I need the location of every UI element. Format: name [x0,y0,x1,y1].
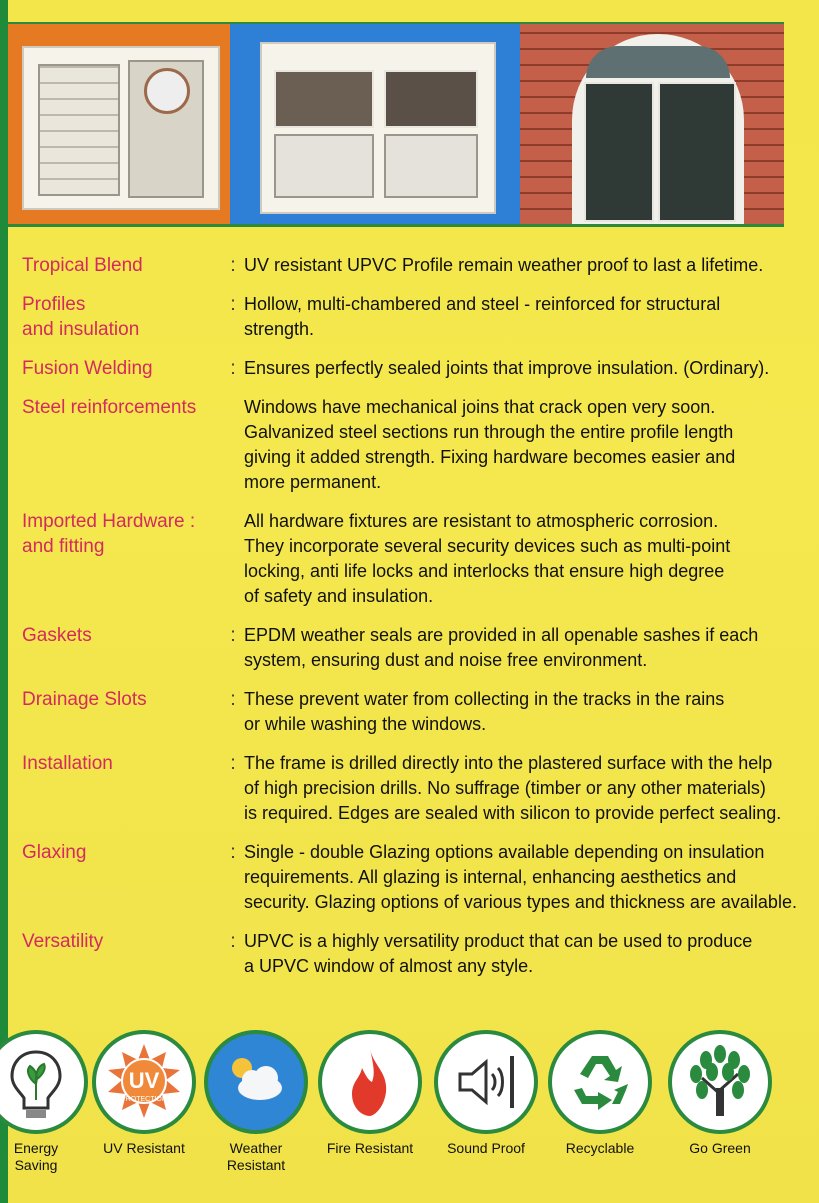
feature-description: Hollow, multi-chambered and steel - reinforced for structural strength. [244,294,721,339]
feature-label: Profiles and insulation [22,294,140,340]
lower-panel-left [274,134,374,198]
photo-arched-window [520,24,784,224]
feature-description: EPDM weather seals are provided in all openable sashes if each system, ensuring dust and noise free environment. [244,625,759,670]
feature-label: Glaxing [22,842,87,863]
feature-colon: : [230,689,236,710]
flame-icon [318,1030,422,1134]
louver-pane [38,64,120,196]
feature-colon: : [230,255,236,276]
recycle-icon [548,1030,652,1134]
uv-badge-subtext: PROTECTION [121,1096,167,1103]
brochure-page [8,0,819,1203]
feature-colon: : [230,842,236,863]
feature-label: Gaskets [22,625,92,646]
benefit-label: Weather Resistant [226,1140,286,1173]
benefit-energy-saving [0,1030,92,1174]
feature-description: These prevent water from collecting in the tracks in the rains or while washing the windows. [244,689,725,734]
arched-glass-left [584,82,654,222]
photo-sliding-window [230,24,520,224]
window-glass-left [274,70,374,128]
feature-description: UPVC is a highly versatility product that can be used to produce a UPVC window of almost any style. [244,931,753,976]
feature-colon: : [230,358,236,379]
feature-description: The frame is drilled directly into the plastered surface with the help of high precision drills. No suffrage (timber or any other materials) is required. Edges are sealed with silicon to provide perfect sealing. [244,753,782,823]
feature-row [22,292,802,342]
feature-row [22,751,802,826]
feature-description: Single - double Glazing options available depending on insulation requirements. All glazing is internal, enhancing aesthetics and security. Glazing options of various types and thickness are available. [244,842,797,912]
feature-label: Drainage Slots [22,689,147,710]
tree-icon [668,1030,772,1134]
feature-label: Fusion Welding [22,358,153,379]
feature-label: Tropical Blend [22,255,143,276]
feature-label: Installation [22,753,113,774]
feature-row [22,356,802,381]
exhaust-fan-icon [144,68,190,114]
feature-row [22,509,802,609]
benefit-label: Sound Proof [447,1140,525,1156]
feature-row [22,687,802,737]
uv-badge-text: UV [128,1068,160,1093]
feature-colon: : [230,625,236,646]
benefit-fire-resistant [314,1030,426,1157]
window-photos-strip [8,22,784,227]
photo-ventilator-window [8,24,230,224]
feature-row [22,395,802,495]
feature-colon: : [230,753,236,774]
benefit-sound-proof [430,1030,542,1157]
feature-description: UV resistant UPVC Profile remain weather proof to last a lifetime. [244,255,764,275]
benefit-label: Fire Resistant [326,1140,414,1156]
benefit-weather-resistant [200,1030,312,1174]
feature-label: Versatility [22,931,104,952]
benefit-uv-resistant [88,1030,200,1157]
feature-description: Ensures perfectly sealed joints that improve insulation. (Ordinary). [244,358,770,378]
benefit-label: Energy Saving [13,1140,59,1173]
lower-panel-right [384,134,478,198]
feature-colon: : [230,931,236,952]
feature-row [22,929,802,979]
feature-description: All hardware fixtures are resistant to atmospheric corrosion. They incorporate several security devices such as multi-point locking, anti life locks and interlocks that ensure high degree of safety and insulation. [244,511,731,606]
bulb-leaf-icon [0,1030,88,1134]
benefit-icons-row [0,1030,811,1200]
benefit-label: Go Green [689,1140,751,1156]
benefit-recyclable [544,1030,656,1157]
speaker-icon [434,1030,538,1134]
feature-label: Imported Hardware : and fitting [22,511,196,557]
window-glass-right [384,70,478,128]
uv-protection-icon [92,1030,196,1134]
sun-cloud-icon [204,1030,308,1134]
benefit-go-green [664,1030,776,1157]
benefit-label: UV Resistant [103,1140,185,1156]
feature-row [22,840,802,915]
feature-row [22,623,802,673]
feature-description: Windows have mechanical joins that crack open very soon. Galvanized steel sections run through the entire profile length giving it added strength. Fixing hardware becomes easier and more permanent. [244,397,736,492]
feature-label: Steel reinforcements [22,397,197,418]
feature-row [22,253,802,278]
arched-glass-right [658,82,736,222]
benefit-label: Recyclable [565,1140,635,1156]
fan-pane [128,60,204,198]
arch-glass-top [586,46,730,78]
features-list [22,253,802,993]
feature-colon: : [230,294,236,315]
